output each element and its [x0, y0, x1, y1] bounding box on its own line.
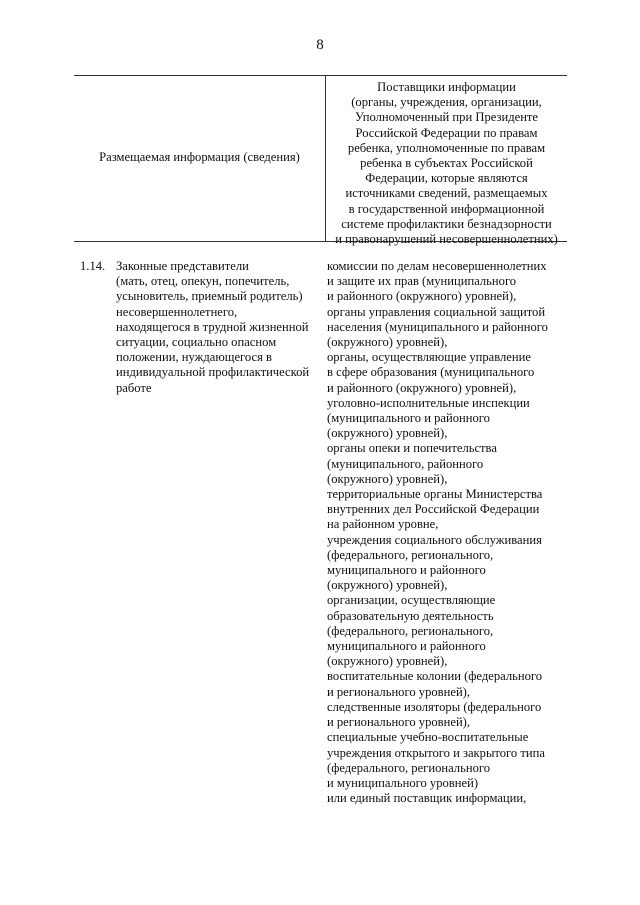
row-provider-line: и регионального уровней), — [327, 715, 471, 730]
row-provider-line: учреждения социального обслуживания — [327, 532, 542, 547]
row-number: 1.14. — [80, 259, 106, 273]
header-providers-line: Поставщики информации — [377, 80, 516, 94]
row-provider-line: или единый поставщик информации, — [327, 791, 527, 806]
header-providers-line: ребенка в субъектах Российской — [360, 156, 533, 171]
page-number: 8 — [316, 37, 324, 53]
header-providers-line: Российской Федерации по правам — [355, 125, 538, 140]
row-provider-line: и защите их прав (муниципального — [327, 274, 517, 289]
row-description-line: Законные представители — [116, 259, 249, 273]
row-provider-line: (окружного) уровней), — [327, 335, 448, 350]
row-provider-line: (муниципального и районного — [327, 411, 490, 426]
row-provider-line: (федерального, регионального, — [327, 547, 494, 562]
row-provider-line: (федерального, регионального, — [327, 623, 494, 638]
header-providers-line: (органы, учреждения, организации, — [351, 95, 542, 110]
header-providers-line: системе профилактики безнадзорности — [341, 216, 552, 231]
row-provider-line: (муниципального, районного — [327, 456, 484, 471]
row-provider-line: и муниципального уровней) — [327, 775, 479, 790]
row-provider-line: следственные изоляторы (федерального — [327, 699, 542, 714]
header-providers-line: Уполномоченный при Президенте — [354, 110, 539, 125]
table-top-rule — [74, 75, 567, 76]
row-description-line: ситуации, социально опасном — [116, 335, 277, 350]
row-provider-line: на районном уровне, — [327, 517, 439, 532]
row-providers — [327, 259, 567, 806]
header-providers-line: в государственной информационной — [348, 201, 545, 216]
header-providers-column — [326, 80, 567, 247]
row-description-line: работе — [116, 380, 152, 395]
row-description-line: (мать, отец, опекун, попечитель, — [116, 274, 290, 289]
row-provider-line: органы управления социальной защитой — [327, 304, 546, 319]
row-description-line: находящегося в трудной жизненной — [116, 319, 309, 334]
row-description-line: положении, нуждающегося в — [116, 350, 272, 365]
row-provider-line: в сфере образования (муниципального — [327, 365, 535, 380]
row-provider-line: (окружного) уровней), — [327, 471, 448, 486]
row-provider-line: (окружного) уровней), — [327, 578, 448, 593]
row-description — [116, 259, 316, 396]
row-provider-line: органы, осуществляющие управление — [327, 350, 531, 365]
header-info-column: Размещаемая информация (сведения) — [99, 150, 300, 164]
row-description-line: индивидуальной профилактической — [116, 365, 310, 380]
row-description-line: несовершеннолетнего, — [116, 304, 238, 319]
row-provider-line: муниципального и районного — [327, 563, 486, 578]
row-provider-line: и районного (окружного) уровней), — [327, 380, 517, 395]
row-provider-line: населения (муниципального и районного — [327, 319, 548, 334]
row-provider-line: специальные учебно-воспитательные — [327, 730, 529, 745]
header-providers-line: ребенка, уполномоченные по правам — [347, 140, 546, 155]
row-provider-line: учреждения открытого и закрытого типа — [327, 745, 545, 760]
row-provider-line: муниципального и районного — [327, 639, 486, 654]
row-provider-line: образовательную деятельность — [327, 608, 494, 623]
row-provider-line: (федерального, регионального — [327, 760, 491, 775]
row-provider-line: и регионального уровней), — [327, 684, 471, 699]
row-provider-line: (окружного) уровней), — [327, 654, 448, 669]
row-provider-line: и районного (окружного) уровней), — [327, 289, 517, 304]
row-provider-line: уголовно-исполнительные инспекции — [327, 395, 530, 410]
row-provider-line: внутренних дел Российской Федерации — [327, 502, 540, 517]
header-providers-line: источниками сведений, размещаемых — [345, 186, 548, 201]
row-provider-line: комиссии по делам несовершеннолетних — [327, 259, 547, 273]
row-provider-line: воспитательные колонии (федерального — [327, 669, 543, 684]
header-providers-line: Федерации, которые являются — [365, 171, 528, 186]
row-provider-line: территориальные органы Министерства — [327, 487, 543, 502]
row-description-line: усыновитель, приемный родитель) — [116, 289, 303, 304]
row-provider-line: организации, осуществляющие — [327, 593, 496, 608]
row-provider-line: (окружного) уровней), — [327, 426, 448, 441]
row-provider-line: органы опеки и попечительства — [327, 441, 497, 456]
header-providers-line: и правонарушений несовершеннолетних) — [335, 232, 558, 247]
